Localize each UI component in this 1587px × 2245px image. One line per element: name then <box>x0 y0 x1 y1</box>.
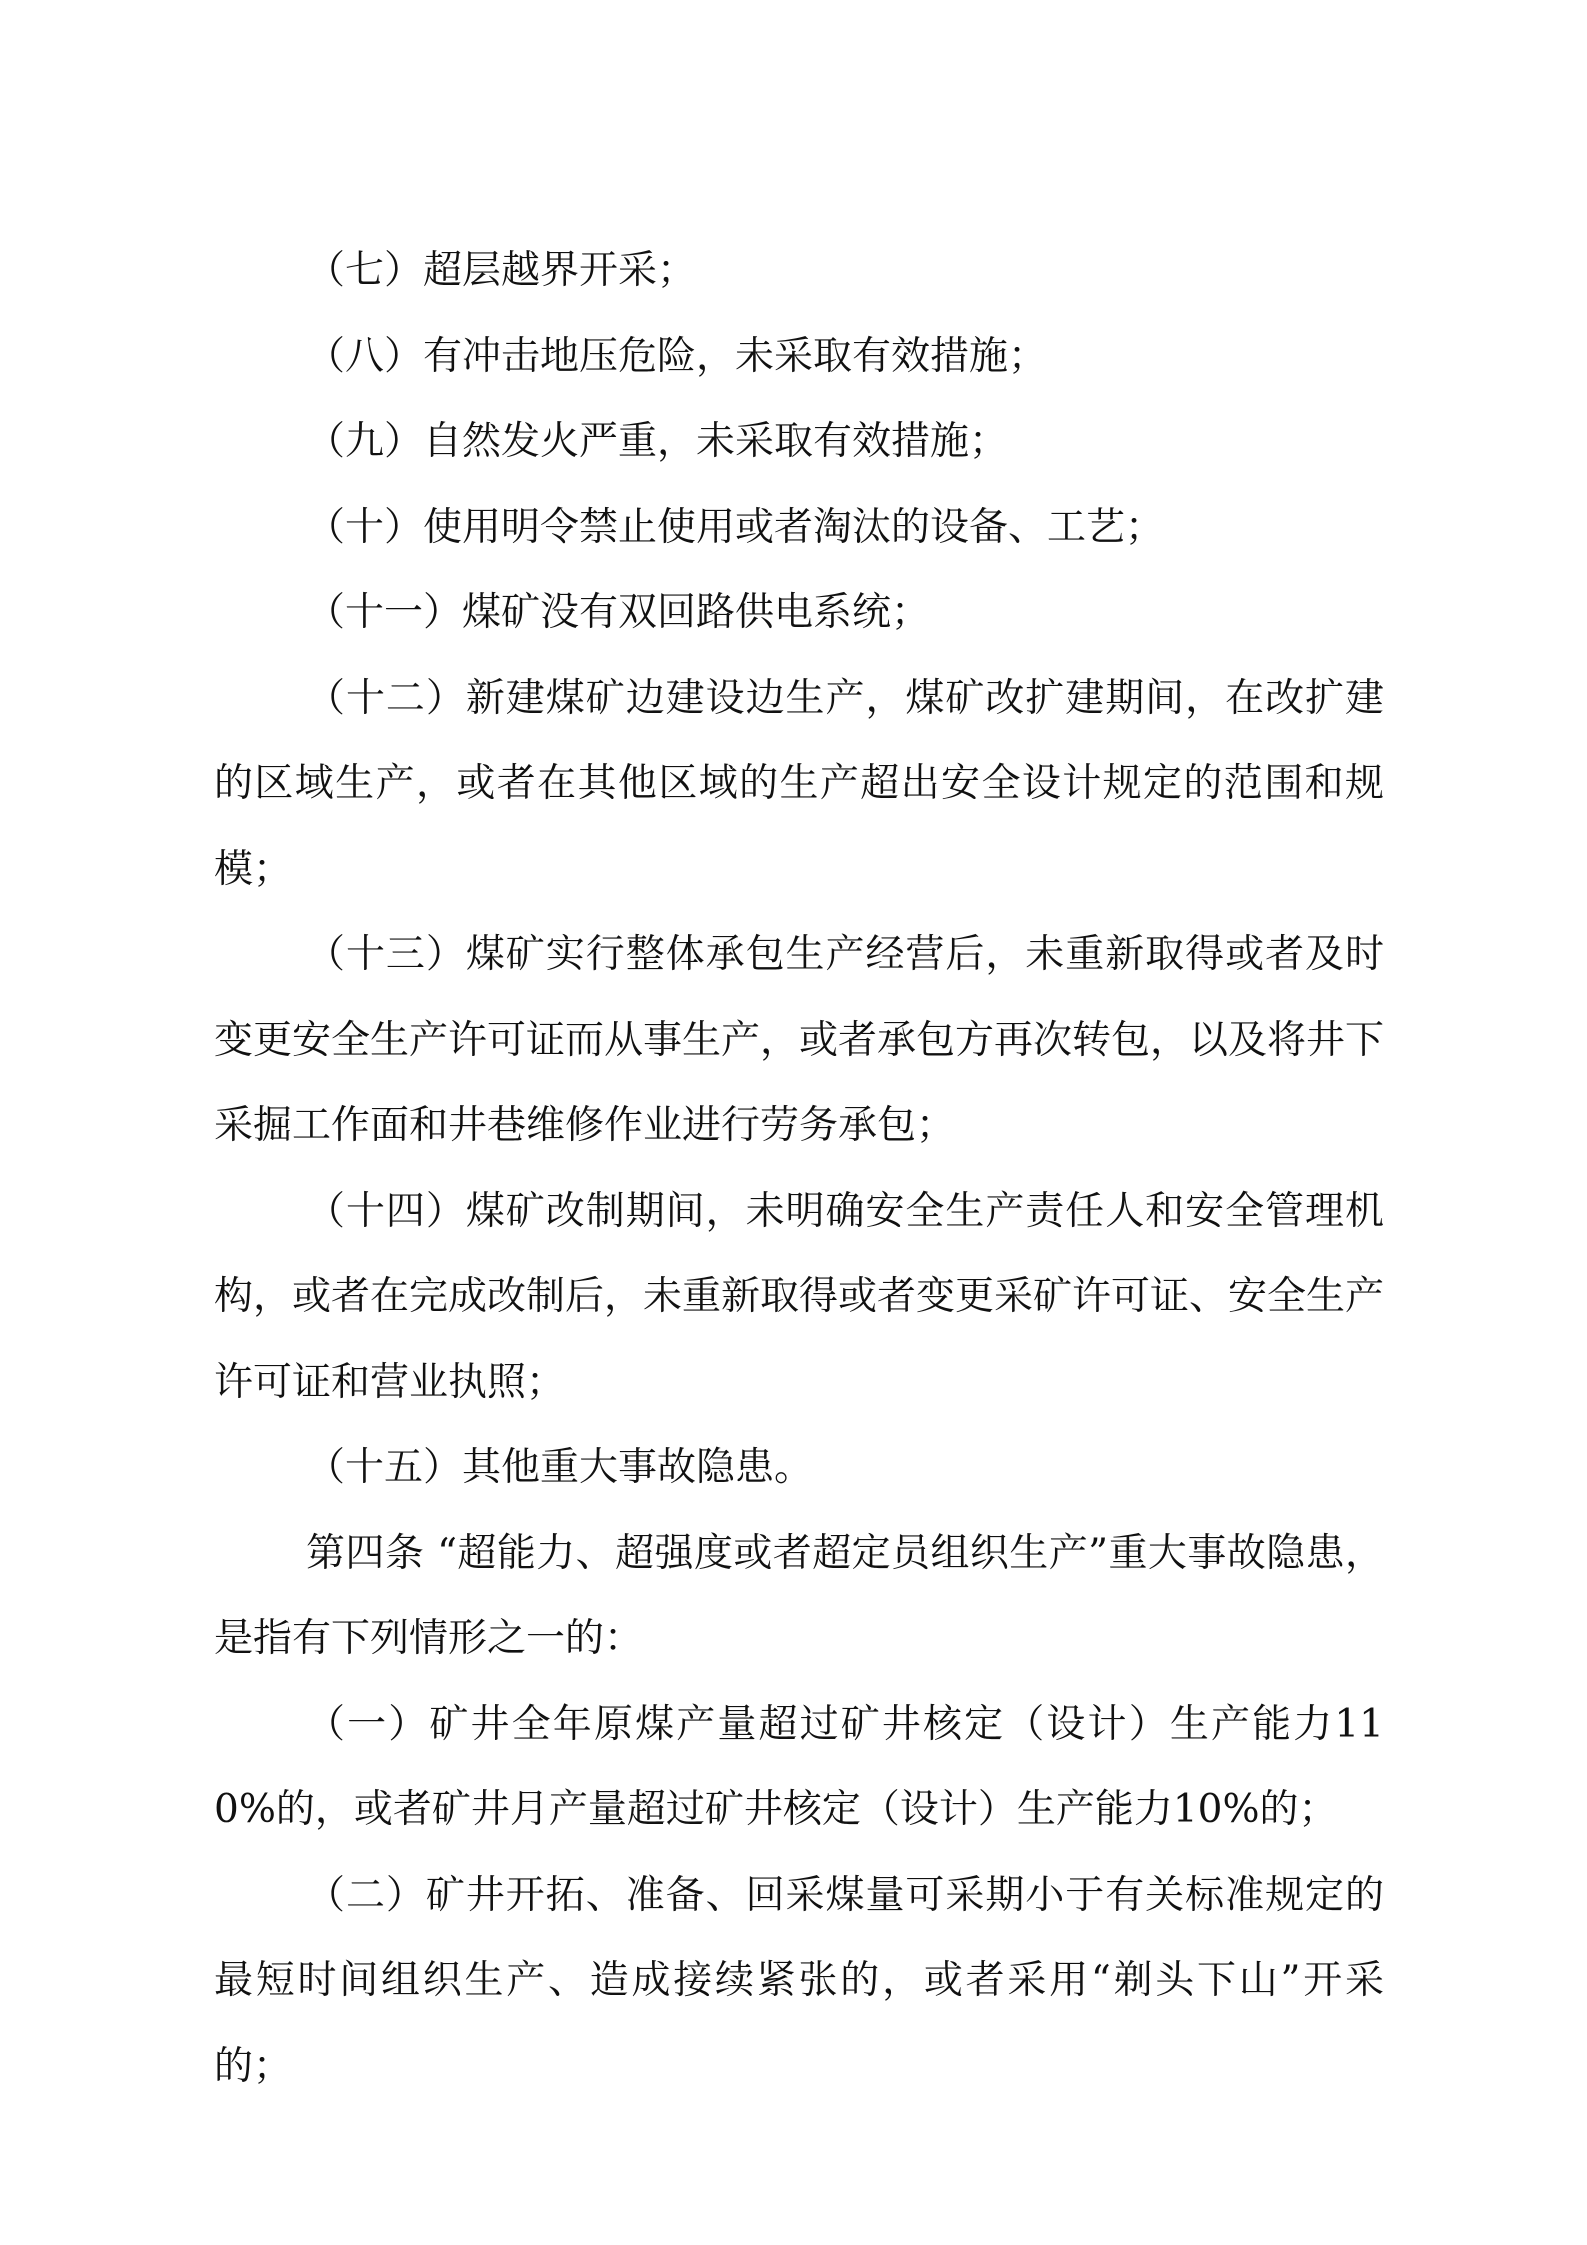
paragraph-item-13: （十三）煤矿实行整体承包生产经营后，未重新取得或者及时变更安全生产许可证而从事生产，或者承包方再次转包，以及将井下采掘工作面和井巷维修作业进行劳务承包； <box>214 932 1385 1148</box>
article-4-item-2: （二）矿井开拓、准备、回采煤量可采期小于有关标准规定的最短时间组织生产、造成接续紧张的，或者采用“剃头下山”开采的； <box>214 1872 1384 2089</box>
paragraph-item-15: （十五）其他重大事故隐患。 <box>306 1445 814 1490</box>
paragraph-item-10: （十）使用明令禁止使用或者淘汰的设备、工艺； <box>306 504 1165 550</box>
paragraph-item-14: （十四）煤矿改制期间，未明确安全生产责任人和安全管理机构，或者在完成改制后，未重新取得或者变更采矿许可证、安全生产许可证和营业执照； <box>214 1188 1385 1405</box>
paragraph-item-7: （七）超层越界开采； <box>306 248 697 293</box>
paragraph-item-12: （十二）新建煤矿边建设边生产，煤矿改扩建期间，在改扩建的区域生产，或者在其他区域的生产超出安全设计规定的范围和规模； <box>214 675 1384 892</box>
paragraph-item-11: （十一）煤矿没有双回路供电系统； <box>306 590 931 635</box>
paragraph-item-9: （九）自然发火严重，未采取有效措施； <box>306 419 1009 464</box>
article-4-item-1: （一）矿井全年原煤产量超过矿井核定（设计）生产能力110%的，或者矿井月产量超过矿井核定（设计）生产能力10%的； <box>214 1701 1384 1832</box>
document-body <box>214 228 1384 2109</box>
article-4-heading-paragraph: 第四条 “超能力、超强度或者超定员组织生产”重大事故隐患，是指有下列情形之一的： <box>214 1530 1384 1661</box>
paragraph-item-8: （八）有冲击地压危险，未采取有效措施； <box>306 333 1048 379</box>
